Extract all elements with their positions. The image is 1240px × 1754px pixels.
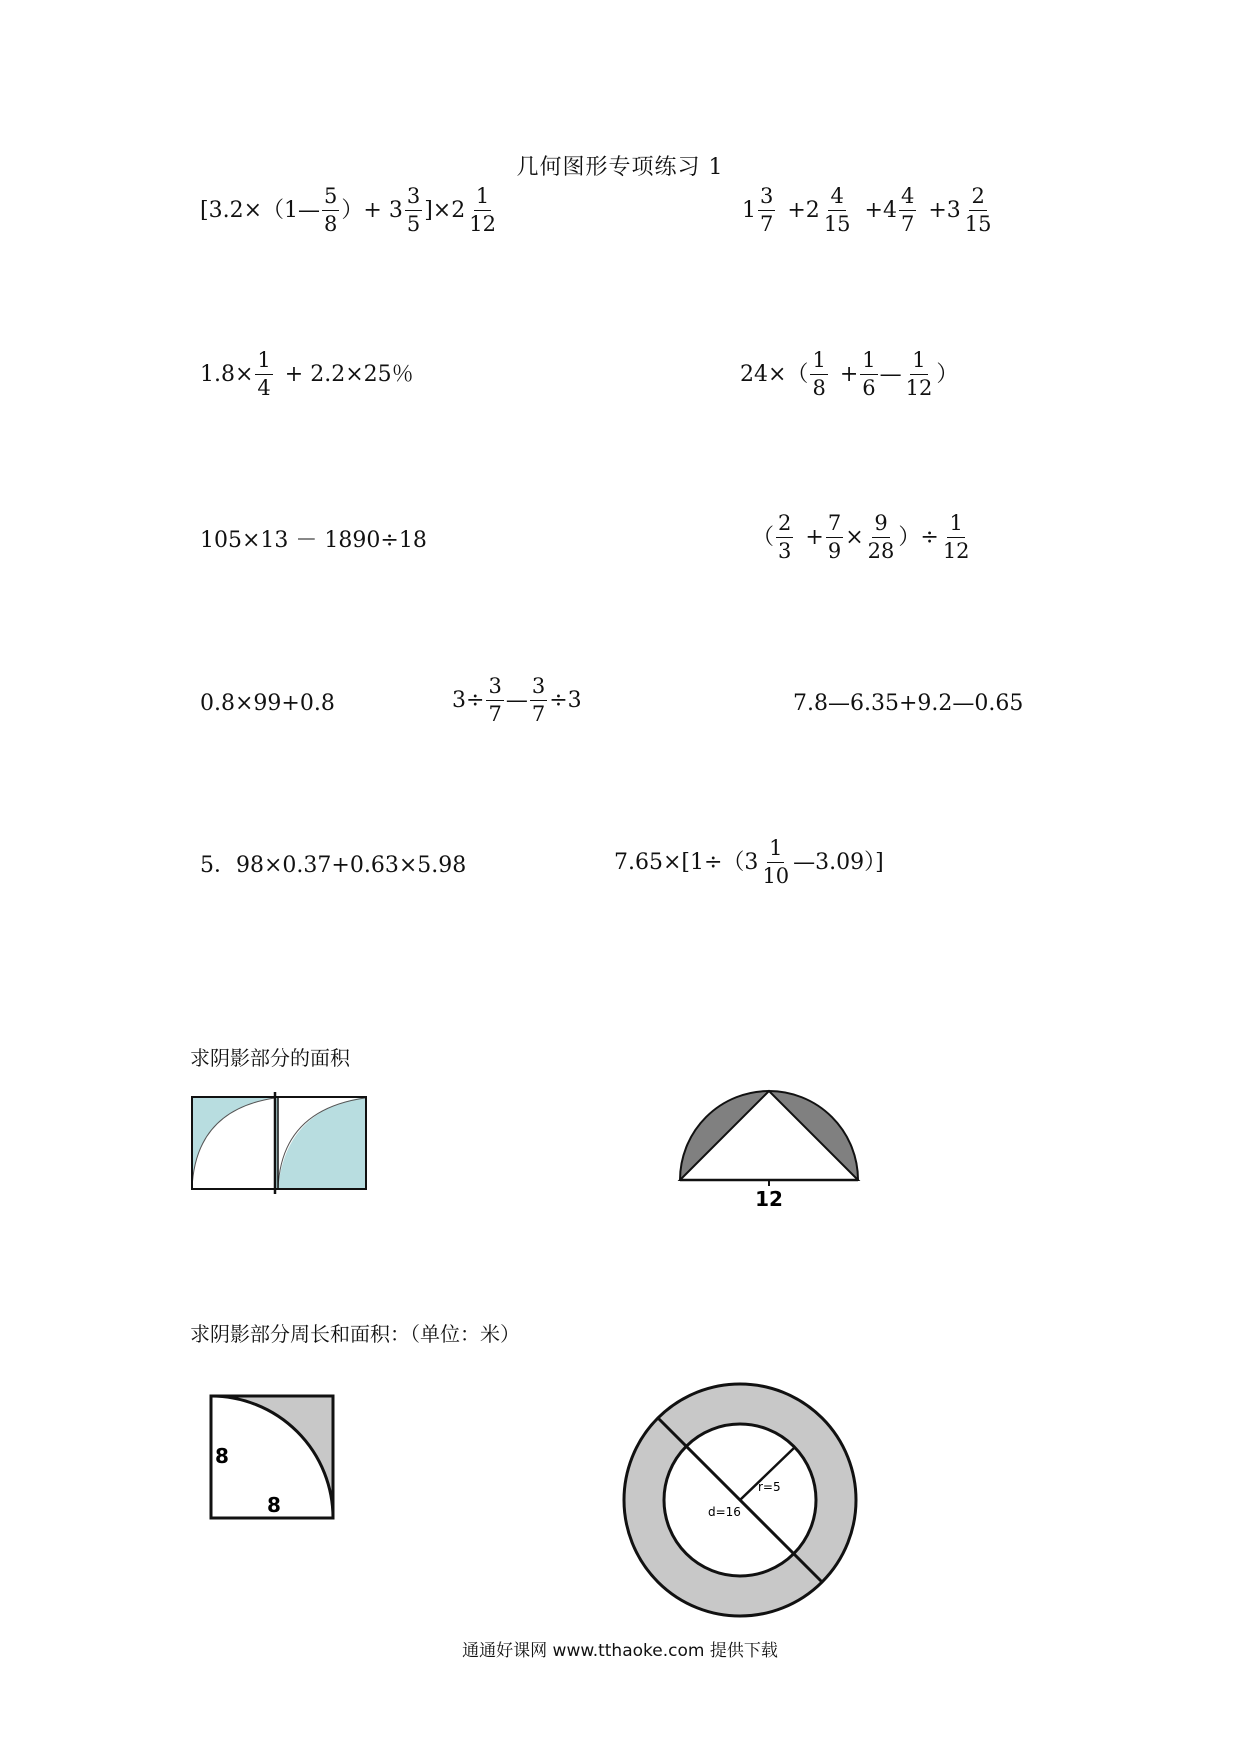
expr-text: 1.8× bbox=[200, 361, 254, 387]
fraction: $\frac{1}{10}$ bbox=[762, 836, 790, 888]
fraction: $\frac{3}{7}$ bbox=[760, 184, 774, 236]
radius-label: r=5 bbox=[758, 1480, 781, 1494]
expr-text: + 2.2×25％ bbox=[284, 361, 414, 387]
side-label: 8 bbox=[215, 1444, 229, 1468]
expr-text: + bbox=[839, 361, 859, 387]
expr-text: +3 bbox=[928, 197, 961, 223]
problem-8 bbox=[452, 676, 582, 725]
fraction: $\frac{1}{6}$ bbox=[862, 348, 876, 400]
expr-text: +2 bbox=[787, 197, 820, 223]
expr-text: （ bbox=[752, 524, 775, 550]
fraction: $\frac{9}{28}$ bbox=[867, 511, 895, 563]
problem-9 bbox=[793, 693, 1023, 715]
expr-text: +4 bbox=[864, 197, 897, 223]
fraction: $\frac{1}{12}$ bbox=[905, 348, 933, 400]
problem-5 bbox=[200, 530, 427, 552]
expr-text: 5．98×0.37+0.63×5.98 bbox=[200, 853, 467, 878]
fraction: $\frac{4}{15}$ bbox=[823, 184, 851, 236]
fraction: $\frac{1}{12}$ bbox=[469, 184, 496, 236]
diameter-label: d=16 bbox=[708, 1505, 741, 1519]
fraction: $\frac{5}{8}$ bbox=[324, 184, 338, 236]
expr-text: —3.09）] bbox=[793, 849, 884, 875]
fraction: $\frac{3}{5}$ bbox=[406, 184, 421, 236]
expr-text: ]×2 bbox=[424, 197, 466, 223]
expr-text: 24×（ bbox=[740, 361, 809, 387]
fraction: $\frac{1}{8}$ bbox=[812, 348, 826, 400]
diameter-label: 12 bbox=[755, 1187, 783, 1210]
rectangle-quarter-circles-figure bbox=[185, 1090, 375, 1200]
bottom-label: 8 bbox=[267, 1493, 281, 1517]
expr-text: — bbox=[879, 361, 902, 387]
problem-10 bbox=[200, 855, 466, 877]
expr-text: [3.2×（1— bbox=[200, 197, 321, 223]
expr-text: 105×13 － 1890÷18 bbox=[200, 528, 427, 553]
expr-text: ）+ 3 bbox=[341, 197, 403, 223]
fraction: $\frac{1}{4}$ bbox=[257, 348, 271, 400]
fraction: $\frac{3}{7}$ bbox=[531, 674, 546, 726]
square-quarter-circle-figure bbox=[205, 1390, 345, 1525]
problem-7 bbox=[200, 693, 335, 715]
problem-11 bbox=[614, 838, 884, 887]
expr-text: + bbox=[805, 524, 824, 550]
expr-text: 7.65×[1÷（3 bbox=[614, 849, 759, 875]
footer-text: 通通好课网 www.tthaoke.com 提供下载 bbox=[462, 1641, 778, 1661]
perimeter-heading: 求阴影部分周长和面积：（单位：米） bbox=[190, 1322, 520, 1346]
semicircle-triangle-figure bbox=[670, 1080, 870, 1210]
problem-6 bbox=[752, 513, 974, 562]
expr-text: × bbox=[845, 524, 864, 550]
expr-text: ） bbox=[936, 361, 959, 387]
fraction: $\frac{3}{7}$ bbox=[488, 674, 502, 726]
page-title: 几何图形专项练习 1 bbox=[516, 155, 724, 180]
problem-4 bbox=[740, 350, 958, 399]
fraction: $\frac{4}{7}$ bbox=[900, 184, 915, 236]
fraction: $\frac{2}{15}$ bbox=[964, 184, 992, 236]
expr-text: ÷3 bbox=[549, 687, 582, 713]
problem-1 bbox=[200, 186, 500, 235]
problem-2 bbox=[742, 186, 996, 235]
expr-text: 7.8—6.35+9.2—0.65 bbox=[793, 691, 1024, 716]
fraction: $\frac{2}{3}$ bbox=[778, 511, 792, 563]
expr-text: 0.8×99+0.8 bbox=[200, 691, 335, 716]
area-heading: 求阴影部分的面积 bbox=[190, 1046, 350, 1070]
expr-text: ）÷ bbox=[898, 524, 939, 550]
fraction: $\frac{1}{12}$ bbox=[942, 511, 970, 563]
ring-figure bbox=[615, 1375, 865, 1625]
problem-3 bbox=[200, 350, 414, 399]
expr-text: 1 bbox=[742, 197, 756, 223]
expr-text: — bbox=[505, 687, 528, 713]
fraction: $\frac{7}{9}$ bbox=[827, 511, 842, 563]
expr-text: 3÷ bbox=[452, 687, 485, 713]
